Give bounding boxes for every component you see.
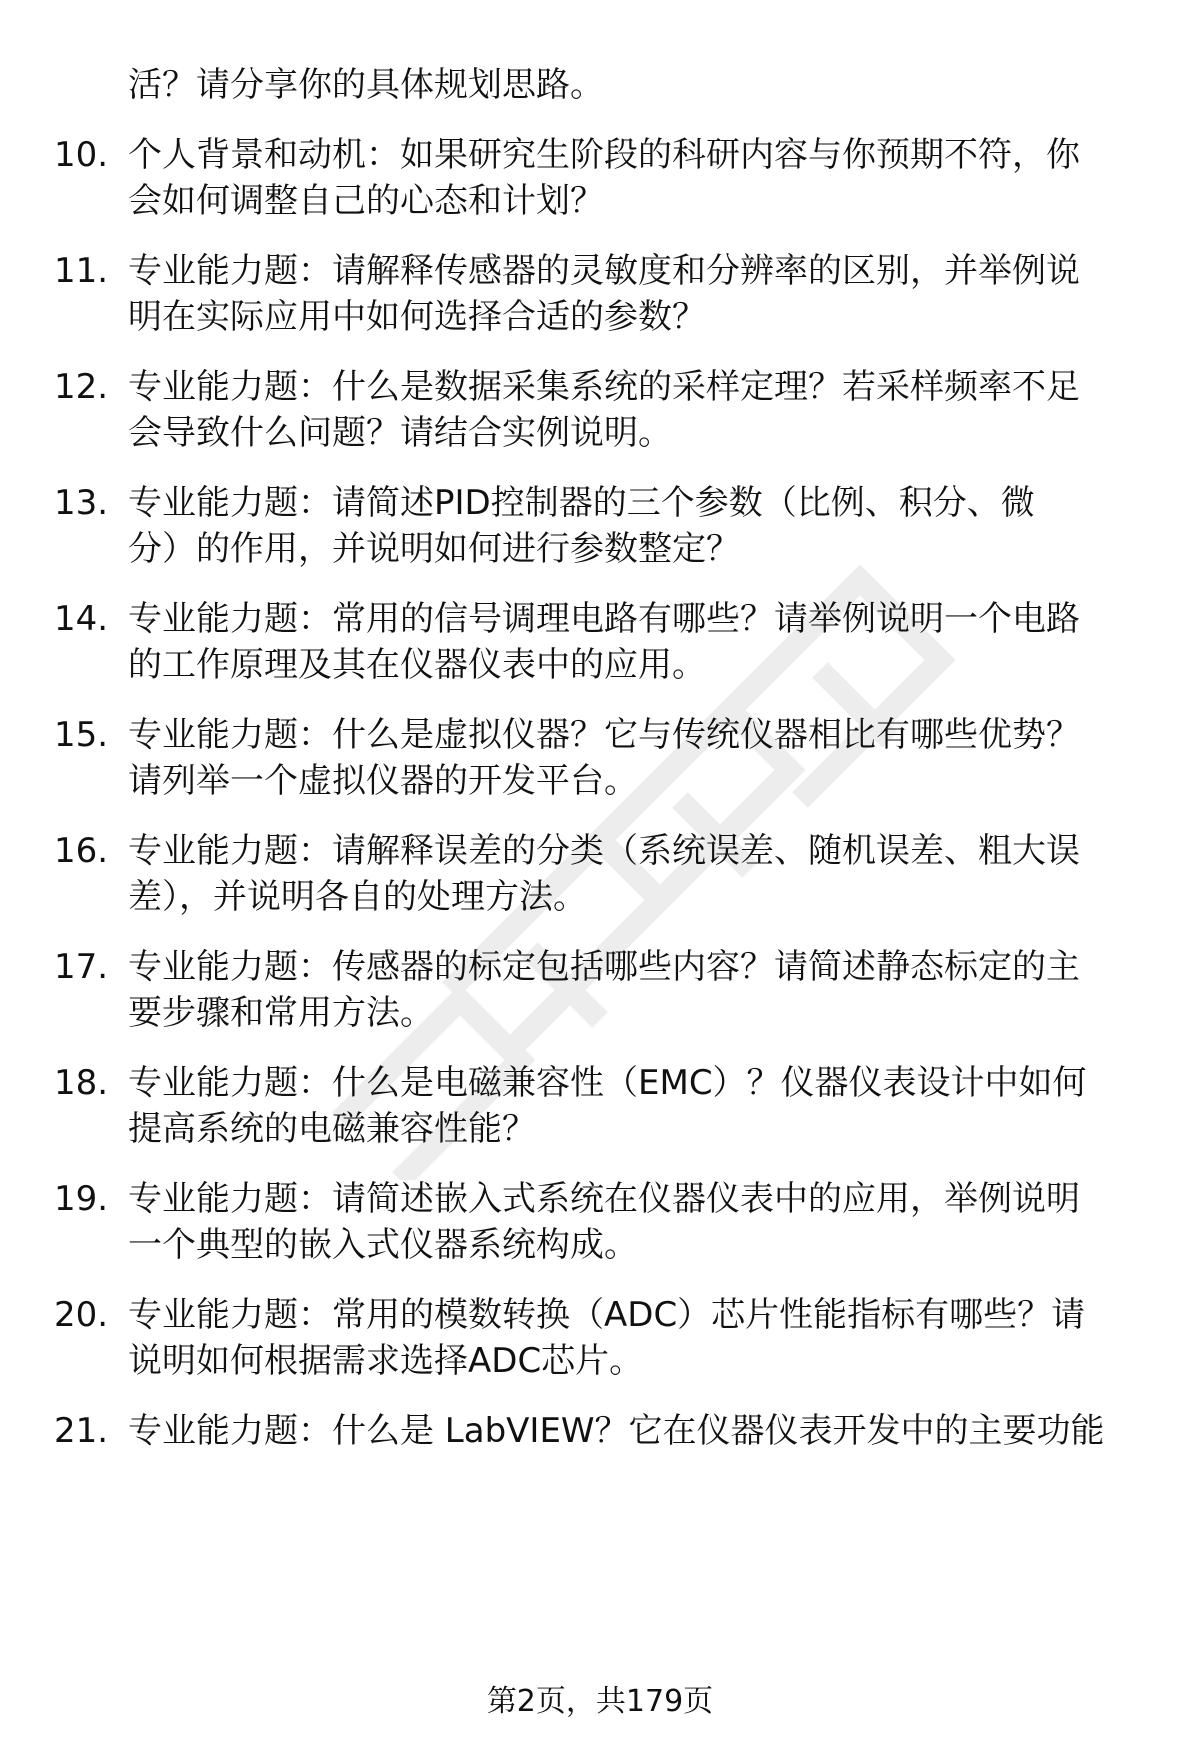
item-text-line: 专业能力题：请解释传感器的灵敏度和分辨率的区别，并举例说 [128,251,1080,291]
item-text-line: 专业能力题：请解释误差的分类（系统误差、随机误差、粗大误 [128,831,1080,871]
item-text-line: 一个典型的嵌入式仪器系统构成。 [128,1225,638,1265]
item-number: 17. [54,947,109,987]
item-text-line: 说明如何根据需求选择ADC芯片。 [128,1341,644,1381]
item-text-line: 会如何调整自己的心态和计划？ [128,181,604,221]
item-number: 11. [54,251,109,291]
item-text-line: 专业能力题：常用的信号调理电路有哪些？请举例说明一个电路 [128,599,1080,639]
item-text-line: 专业能力题：请简述嵌入式系统在仪器仪表中的应用，举例说明 [128,1179,1080,1219]
page-number-footer: 第2页，共179页 [486,1684,714,1719]
item-text-line: 专业能力题：什么是电磁兼容性（EMC）？仪器仪表设计中如何 [128,1063,1087,1103]
item-text-line: 专业能力题：什么是 LabVIEW？它在仪器仪表开发中的主要功能 [128,1411,1105,1451]
item-number: 16. [54,831,109,871]
item-text-line: 差），并说明各自的处理方法。 [128,877,587,917]
item-number: 13. [54,483,109,523]
item-text-line: 专业能力题：传感器的标定包括哪些内容？请简述静态标定的主 [128,947,1080,987]
item-number: 18. [54,1063,109,1103]
item-text-line: 专业能力题：常用的模数转换（ADC）芯片性能指标有哪些？请 [128,1295,1086,1335]
continuation-text: 活？请分享你的具体规划思路。 [128,65,604,105]
item-number: 12. [54,367,109,407]
item-number: 15. [54,715,109,755]
item-text-line: 专业能力题：什么是数据采集系统的采样定理？若采样频率不足 [128,367,1080,407]
item-number: 10. [54,135,109,175]
item-number: 20. [54,1295,109,1335]
item-text-line: 个人背景和动机：如果研究生阶段的科研内容与你预期不符，你 [128,135,1080,175]
item-text-line: 明在实际应用中如何选择合适的参数？ [128,297,706,337]
item-text-line: 请列举一个虚拟仪器的开发平台。 [128,761,638,801]
item-number: 14. [54,599,109,639]
item-number: 19. [54,1179,109,1219]
item-text-line: 会导致什么问题？请结合实例说明。 [128,413,672,453]
item-text-line: 分）的作用，并说明如何进行参数整定？ [128,529,740,569]
item-text-line: 专业能力题：请简述PID控制器的三个参数（比例、积分、微 [128,483,1035,523]
item-text-line: 专业能力题：什么是虚拟仪器？它与传统仪器相比有哪些优势？ [128,715,1080,755]
item-text-line: 要步骤和常用方法。 [128,993,434,1033]
item-text-line: 的工作原理及其在仪器仪表中的应用。 [128,645,706,685]
item-number: 21. [54,1411,109,1451]
item-text-line: 提高系统的电磁兼容性能？ [128,1109,536,1149]
